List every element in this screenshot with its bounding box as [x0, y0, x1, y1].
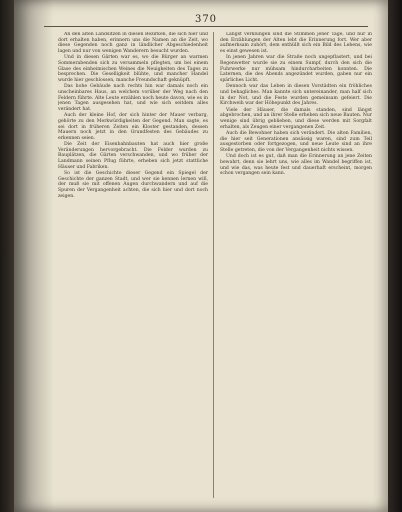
book-edge-right — [388, 0, 402, 512]
gutter-shadow — [14, 0, 54, 512]
paragraph: Und in diesen Gärten war es, wo die Bürger an warmen Sommerabenden sich zu versammeln pflegten, um bei einem Glase des einheimischen Weines die Neuigkeiten des Tages zu besprechen. Die Geselligkeit blühte, und mancher Handel wurde hier geschlossen, manche Freundschaft geknüpft. — [58, 55, 208, 83]
paragraph: Und doch ist es gut, daß man die Erinnerung an jene Zeiten bewahrt, denn sie lehrt uns, wie alles im Wandel begriffen ist, und wie das, was heute fest und dauerhaft erscheint, morgen schon vergangen sein kann. — [220, 154, 372, 177]
paragraph: Dennoch war das Leben in diesen Vorstädten ein fröhliches und behagliches. Man kannte sich untereinander, man half sich in der Not, und die Feste wurden gemeinsam gefeiert. Die Kirchweih war der Höhepunkt des Jahres. — [220, 84, 372, 107]
paragraph: Längst verklungen sind die Stimmen jener Tage, und nur in den Erzählungen der Alten lebt die Erinnerung fort. Wer aber aufmerksam zuhört, dem enthüllt sich ein Bild des Lebens, wie es einst gewesen ist. — [220, 32, 372, 54]
paragraph: An den alten Landsitzen in diesen Bezirken, die sich hier und dort erhalten haben, erinnern uns die Namen an die Zeit, wo diese Gegenden noch ganz in ländlicher Abgeschiedenheit lagen und nur von wenigen Wanderern besucht wurden. — [58, 32, 208, 54]
book-spine-shadow-left — [0, 0, 14, 512]
right-text-column — [220, 32, 372, 500]
paragraph: In jenen Jahren war die Straße noch ungepflastert, und bei Regenwetter wurde sie zu einem Sumpf, durch den sich die Fuhrwerke nur mühsam hindurcharbeiten konnten. Die Laternen, die des Abends angezündet wurden, gaben nur ein spärliches Licht. — [220, 55, 372, 83]
paragraph: Viele der Häuser, die damals standen, sind längst abgebrochen, und an ihrer Stelle erheben sich neue Bauten. Nur wenige sind übrig geblieben, und diese werden mit Sorgfalt erhalten, als Zeugen einer vergangenen Zeit. — [220, 107, 372, 130]
page-header — [44, 14, 368, 27]
book-page — [14, 0, 388, 512]
column-divider — [213, 32, 214, 498]
paragraph: Auch der kleine Hof, der sich hinter der Mauer verbarg, gehörte zu den Merkwürdigkeiten der Gegend. Man sagte, es sei dort in früheren Zeiten ein Kloster gestanden, dessen Mauern noch jetzt in den Grundfesten des Gebäudes zu erkennen seien. — [58, 113, 208, 141]
paragraph: Das hohe Gebäude nach rechts hin war damals noch ein unscheinbares Haus, an welchem vorüber der Weg nach den Feldern führte. Alte Leute erzählen noch heute davon, wie es in jenen Tagen ausgesehen hat, und wie sich seitdem alles verändert hat. — [58, 84, 208, 112]
paragraph: Auch die Bewohner haben sich verändert. Die alten Familien, die hier seit Generationen ansässig waren, sind zum Teil ausgestorben oder fortgezogen, und neue Leute sind an ihre Stelle getreten, die von der Vergangenheit nichts wissen. — [220, 131, 372, 153]
left-text-column — [58, 32, 208, 500]
page-number: 370 — [194, 14, 218, 25]
paragraph: Die Zeit der Eisenbahnbauten hat auch hier große Veränderungen hervorgebracht. Die Felder wurden zu Bauplätzen, die Gärten verschwanden, und wo früher der Landmann seinen Pflug führte, erheben sich jetzt stattliche Häuser und Fabriken. — [58, 142, 208, 170]
paragraph: So ist die Geschichte dieser Gegend ein Spiegel der Geschichte der ganzen Stadt, und wer sie kennen lernen will, der muß sie mit offenen Augen durchwandern und auf die Spuren der Vergangenheit achten, die sich hier und dort noch zeigen. — [58, 171, 208, 199]
